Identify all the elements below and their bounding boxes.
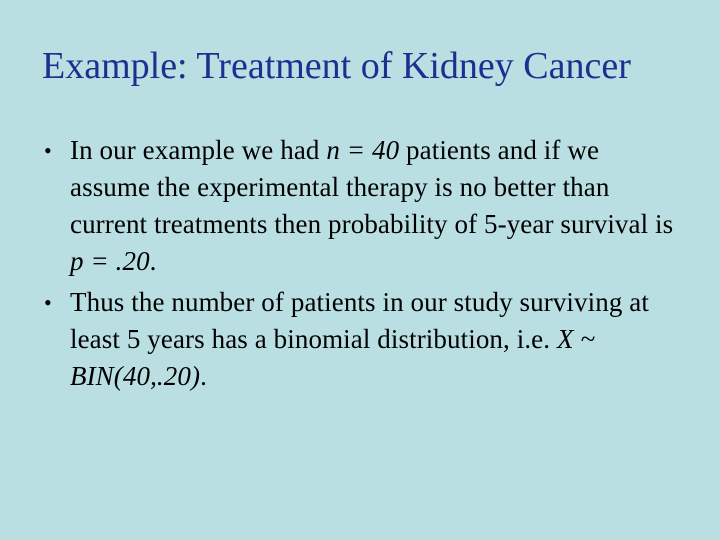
bullet-marker: • (44, 290, 52, 315)
math-expression: p = .20 (70, 246, 150, 276)
math-expression: X ~ BIN(40,.20) (70, 324, 596, 391)
bullet-list (44, 132, 684, 399)
bullet-text-part: patients and if we assume the experimental therapy is no better than current treatments then probability of 5-year survival is (70, 135, 674, 239)
bullet-item (44, 132, 684, 280)
bullet-text (70, 132, 684, 280)
bullet-text-part: In our example we had (70, 135, 327, 165)
bullet-marker: • (44, 138, 52, 163)
bullet-text-part: Thus the number of patients in our study surviving at least 5 years has a binomial distribution, i.e. (70, 287, 649, 354)
bullet-item (44, 284, 684, 395)
math-expression: n = 40 (326, 135, 400, 165)
slide-title: Example: Treatment of Kidney Cancer (42, 45, 631, 87)
bullet-text (70, 284, 684, 395)
bullet-text-part: . (149, 246, 157, 276)
bullet-text-part: . (200, 361, 207, 391)
